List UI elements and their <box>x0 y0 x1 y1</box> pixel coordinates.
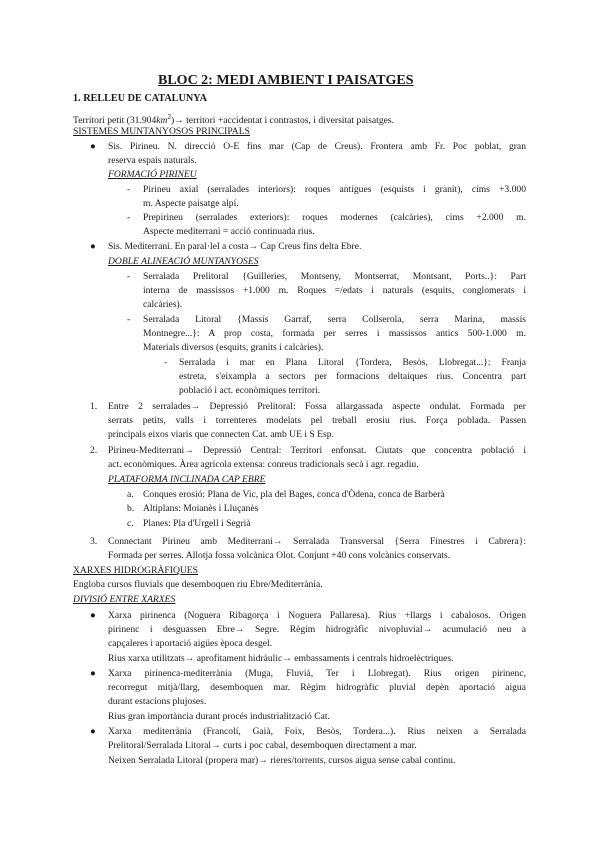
xarxes-intro: Engloba cursos fluvials que desemboquen riu Ebre/Mediterrània. <box>73 579 323 590</box>
litoral-line: Materials diversos (esquits, granits i calcàries). <box>143 342 324 353</box>
bullet-marker: ● <box>90 726 96 737</box>
plana-litoral-line: estreta, s'eixampla a sectors per formacions deltaiques rius. Concentra part <box>179 371 526 382</box>
dash-marker: - <box>127 212 131 223</box>
number-marker: 3. <box>90 536 98 547</box>
bullet-marker: ● <box>90 241 96 252</box>
plana-litoral-line: Serralada i mar en Plana Litoral {Tordera, Besòs, Llobregat...}: Franja <box>179 357 526 368</box>
letter-marker: c. <box>127 518 134 529</box>
xarxa-pirinenca-line: Xarxa pirinenca (Noguera Ribagorça i Noguera Pallaresa). Rius +llargs i cabalosos. Origen <box>108 610 526 621</box>
dash-marker: - <box>127 271 131 282</box>
serralada-transversal-line: Connectant Pirineu amb Mediterrani→ Serralada Transversal {Serra Finestres i Cabrera}: <box>108 536 526 547</box>
page-title: BLOC 2: MEDI AMBIENT I PAISATGES <box>158 73 414 88</box>
prepirineu-line: Aspecte mediterrani = acció continuada rius. <box>143 226 315 237</box>
conques-erosio-line: Conques erosió: Plana de Vic, pla del Bages, conca d'Òdena, conca de Barberà <box>143 489 445 500</box>
pirineu-system-line: Sis. Pirineu. N. direcció O-E fins mar (Cap de Creus). Frontera amb Fr. Poc poblat, gran <box>108 141 526 152</box>
subheading-doble-alineacio: DOBLE ALINEACIÓ MUNTANYOSES <box>108 256 259 267</box>
letter-marker: a. <box>127 489 134 500</box>
pirineu-system-line: reserva espais naturals. <box>108 155 197 166</box>
planes-line: Planes: Pla d'Urgell i Segrià <box>143 518 251 529</box>
prelitoral-line: interna de massissos +1.000 m. Roques =/edats i naturals (esquits, conglomerats i <box>143 285 526 296</box>
dash-marker: - <box>127 314 131 325</box>
xarxa-pirinenca-line: pirinenc i desguassen Ebre→ Segre. Règim hidrogràfic nivopluvial→ acumulació neu a <box>108 624 526 635</box>
prelitoral-line: Serralada Prelitoral {Guilleries, Montseny, Montserrat, Montsant, Ports..}: Part <box>143 271 526 282</box>
dash-marker: - <box>127 184 131 195</box>
section-heading-relleu: 1. RELLEU DE CATALUNYA <box>73 93 207 104</box>
intro-text-pre: Territori petit (31.904 <box>73 115 157 127</box>
litoral-line: Montnegre...}: A prop costa, formada per serres i massissos antics 500-1.000 m. <box>143 328 526 339</box>
depressio-central-line: Pirineu-Mediterrani→ Depressió Central: Territori enfonsat. Ciutats que concentra població i <box>108 445 526 456</box>
mediterrani-system-line: Sis. Mediterrani. En paral·lel a costa→ Cap Creus fins delta Ebre. <box>108 241 362 252</box>
depressio-prelitoral-line: Entre 2 serralades→ Depressió Prelitoral: Fossa allargassada aspecte ondulat. Formada per <box>108 401 526 412</box>
subheading-plataforma: PLATAFORMA INCLINADA CAP EBRE <box>108 474 266 485</box>
xarxa-pirinenca-mediterrania-line: recorregut mitjà/llarg, desemboquen mar. Règim hidrogràfic pluvial depèn aportació aigua <box>108 682 526 693</box>
xarxa-pirinenca-mediterrania-line: durant estacions plujoses. <box>108 696 207 707</box>
xarxa-pirinenca-mediterrania-line: Xarxa pirinenca-mediterrània (Muga, Fluvià, Ter i Llobregat). Rius origen pirinenc, <box>108 668 526 679</box>
number-marker: 1. <box>90 401 98 412</box>
litoral-line: Serralada Litoral {Massís Garraf, serra Collserola, serra Marina, massís <box>143 314 526 325</box>
depressio-prelitoral-line: serrats petits, valls i torrenteres modelats pel treball erosiu rius. Força poblada. Passen <box>108 415 526 426</box>
letter-marker: b. <box>127 503 135 514</box>
xarxa-mediterrania-line: Xarxa mediterrània (Francolí, Gaià, Foix, Besòs, Tordera...). Rius neixen a Serralada <box>108 726 526 737</box>
systems-heading: SISTEMES MUNTANYOSOS PRINCIPALS <box>73 126 250 137</box>
xarxa-pirinenca-mediterrania-line: Rius gran importància durant procés industrialització Cat. <box>108 711 330 722</box>
intro-text-post: )→ territori +accidentat i contrastos, i diversitat paisatges. <box>170 115 395 127</box>
axial-line: m. Aspecte paisatge alpí. <box>143 198 239 209</box>
intro-paragraph <box>73 111 394 127</box>
subheading-formacio-pirineu: FORMACIÓ PIRINEU <box>108 169 197 180</box>
prelitoral-line: calcàries). <box>143 299 183 310</box>
bullet-marker: ● <box>90 610 96 621</box>
xarxa-mediterrania-line: Neixen Serralada Litoral (propera mar)→ rieres/torrents, cursos aigua sense cabal continu. <box>108 755 456 766</box>
axial-line: Pirineu axial (serralades interiors): roques antigues (esquists i granit), cims +3.000 <box>143 184 526 195</box>
xarxa-pirinenca-line: Rius xarxa utilitzats→ aprofitament hidràulic→ embassaments i centrals hidroelèctriques. <box>108 653 454 664</box>
xarxes-heading: XARXES HIDROGRÀFIQUES <box>73 565 198 576</box>
bullet-marker: ● <box>90 668 96 679</box>
intro-unit: km <box>156 115 168 127</box>
xarxa-pirinenca-line: capçaleres i aportació aigües època desgel. <box>108 638 273 649</box>
number-marker: 2. <box>90 445 98 456</box>
prepirineu-line: Prepirineu (serralades exteriors): roques modernes (calcàries), cims +2.000 m. <box>143 212 526 223</box>
depressio-prelitoral-line: principals eixos viaris que connecten Cat. amb UE i S Esp. <box>108 429 334 440</box>
plana-litoral-line: població i act. econòmiques territori. <box>179 385 321 396</box>
altiplans-line: Altiplans: Moianès i Lluçanès <box>143 503 259 514</box>
bullet-marker: ● <box>90 141 96 152</box>
depressio-central-line: act. econòmiques. Àrea agrícola extensa: conreus tradicionals secà i agr. regadiu. <box>108 459 419 470</box>
subheading-divisio: DIVISIÓ ENTRE XARXES <box>73 594 176 605</box>
xarxa-mediterrania-line: Prelitoral/Serralada Litoral→ curts i poc cabal, desemboquen directament a mar. <box>108 740 417 751</box>
dash-marker: - <box>164 357 168 368</box>
intro-unit-exponent: 2 <box>167 113 171 121</box>
serralada-transversal-line: Formada per serres. Allotja fossa volcànica Olot. Conjunt +40 cons volcànics conservats. <box>108 550 451 561</box>
